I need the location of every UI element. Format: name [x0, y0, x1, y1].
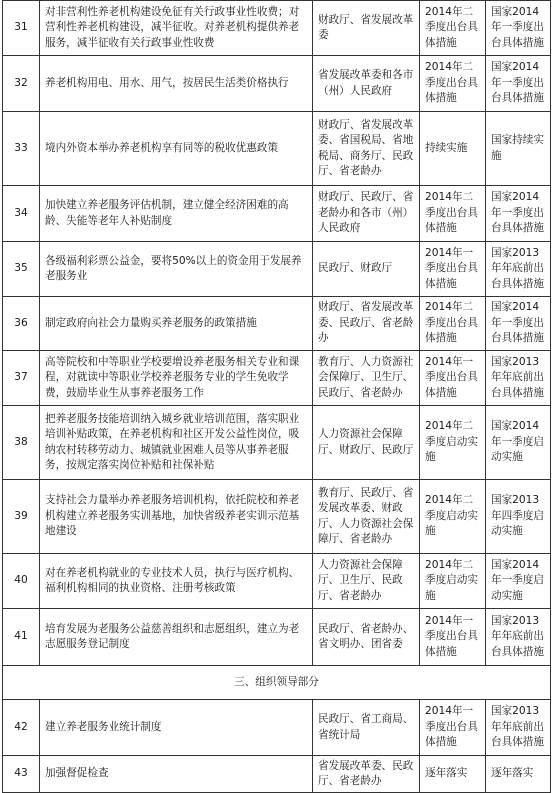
table-row — [3, 609, 551, 666]
national-timing: 国家2014年一季度出台具体措施 — [486, 186, 551, 242]
provincial-timing: 2014年二季度出台具体措施 — [420, 56, 486, 112]
row-number: 34 — [3, 186, 40, 242]
responsible-dept: 民政厅、省工商局、省统计局 — [313, 700, 420, 756]
row-number: 35 — [3, 242, 40, 297]
table-row — [3, 112, 551, 186]
table-row — [3, 406, 551, 480]
policy-table — [2, 0, 551, 793]
row-number: 32 — [3, 56, 40, 112]
national-timing: 国家2013年年底前出台具体措施 — [486, 609, 551, 666]
row-number: 36 — [3, 297, 40, 351]
provincial-timing: 逐年落实 — [420, 756, 486, 793]
national-timing: 国家2014年一季度出台具体措施 — [486, 56, 551, 112]
table-row — [3, 297, 551, 351]
task-text: 制定政府向社会力量购买养老服务的政策措施 — [40, 297, 313, 351]
provincial-timing: 2014年一季度出台具体措施 — [420, 351, 486, 406]
table-row — [3, 56, 551, 112]
table-row — [3, 351, 551, 406]
task-text: 各级福利彩票公益金，要将50%以上的资金用于发展养老服务业 — [40, 242, 313, 297]
responsible-dept: 民政厅、省老龄办、省文明办、团省委 — [313, 609, 420, 666]
task-text: 加快建立养老服务评估机制，建立健全经济困难的高龄、失能等老年人补贴制度 — [40, 186, 313, 242]
table-row — [3, 1, 551, 56]
table-row — [3, 480, 551, 554]
provincial-timing: 2014年二季度出台具体措施 — [420, 186, 486, 242]
table-row — [3, 700, 551, 756]
row-number: 40 — [3, 554, 40, 609]
task-text: 建立养老服务业统计制度 — [40, 700, 313, 756]
national-timing: 逐年落实 — [486, 756, 551, 793]
section-row — [3, 666, 551, 700]
provincial-timing: 2014年二季度启动实施 — [420, 554, 486, 609]
provincial-timing: 持续实施 — [420, 112, 486, 186]
responsible-dept: 人力资源社会保障厅、卫生厅、民政厅、省老龄办 — [313, 554, 420, 609]
provincial-timing: 2014年一季度出台具体措施 — [420, 242, 486, 297]
provincial-timing: 2014年一季度出台具体措施 — [420, 609, 486, 666]
task-text: 境内外资本举办养老机构享有同等的税收优惠政策 — [40, 112, 313, 186]
task-text: 培育发展为老服务公益慈善组织和志愿组织，建立为老志愿服务登记制度 — [40, 609, 313, 666]
policy-table-body — [3, 1, 551, 793]
responsible-dept: 省发展改革委、民政厅、省老龄办 — [313, 756, 420, 793]
task-text: 对在养老机构就业的专业技术人员，执行与医疗机构、福利机构相同的执业资格、注册考核政策 — [40, 554, 313, 609]
row-number: 41 — [3, 609, 40, 666]
responsible-dept: 民政厅、财政厅 — [313, 242, 420, 297]
national-timing: 国家2013年年底前出台具体措施 — [486, 700, 551, 756]
responsible-dept: 教育厅、人力资源社会保障厅、卫生厅、民政厅、省老龄办 — [313, 351, 420, 406]
provincial-timing: 2014年二季度出台具体措施 — [420, 1, 486, 56]
responsible-dept: 财政厅、民政厅、省老龄办和各市（州）人民政府 — [313, 186, 420, 242]
row-number: 33 — [3, 112, 40, 186]
task-text: 支持社会力量举办养老服务培训机构，依托院校和养老机构建立养老服务实训基地，加快省级养老实训示范基地建设 — [40, 480, 313, 554]
task-text: 加强督促检查 — [40, 756, 313, 793]
responsible-dept: 教育厅、民政厅、省发展改革委、财政厅、人力资源社会保障厅、省老龄办 — [313, 480, 420, 554]
row-number: 37 — [3, 351, 40, 406]
row-number: 39 — [3, 480, 40, 554]
national-timing: 国家2013年年底前出台具体措施 — [486, 242, 551, 297]
responsible-dept: 省发展改革委和各市（州）人民政府 — [313, 56, 420, 112]
responsible-dept: 财政厅、省发展改革委、民政厅、省老龄办 — [313, 297, 420, 351]
national-timing: 国家2013年四季度启动实施 — [486, 480, 551, 554]
responsible-dept: 人力资源社会保障厅、财政厅、民政厅 — [313, 406, 420, 480]
national-timing: 国家2014年一季度启动实施 — [486, 406, 551, 480]
table-row — [3, 554, 551, 609]
national-timing: 国家2013年年底前出台具体措施 — [486, 351, 551, 406]
table-row — [3, 242, 551, 297]
national-timing: 国家2014年一季度启动实施 — [486, 554, 551, 609]
section-heading: 三、组织领导部分 — [3, 666, 551, 700]
responsible-dept: 财政厅、省发展改革委 — [313, 1, 420, 56]
task-text: 养老机构用电、用水、用气，按居民生活类价格执行 — [40, 56, 313, 112]
row-number: 31 — [3, 1, 40, 56]
task-text: 高等院校和中等职业学校要增设养老服务相关专业和课程，对就读中等职业学校养老服务专业的学生免收学费，鼓励毕业生从事养老服务工作 — [40, 351, 313, 406]
table-row — [3, 756, 551, 793]
row-number: 42 — [3, 700, 40, 756]
national-timing: 国家持续实施 — [486, 112, 551, 186]
provincial-timing: 2014年一季度出台具体措施 — [420, 700, 486, 756]
provincial-timing: 2014年二季度启动实施 — [420, 480, 486, 554]
task-text: 对非营利性养老机构建设免征有关行政事业性收费；对营利性养老机构建设，减半征收。对养老机构提供养老服务，减半征收有关行政事业性收费 — [40, 1, 313, 56]
provincial-timing: 2014年二季度出台具体措施 — [420, 297, 486, 351]
provincial-timing: 2014年二季度启动实施 — [420, 406, 486, 480]
table-row — [3, 186, 551, 242]
national-timing: 国家2014年一季度出台具体措施 — [486, 297, 551, 351]
row-number: 38 — [3, 406, 40, 480]
national-timing: 国家2014年一季度出台具体措施 — [486, 1, 551, 56]
responsible-dept: 财政厅、省发展改革委、省国税局、省地税局、商务厅、民政厅、省老龄办 — [313, 112, 420, 186]
task-text: 把养老服务技能培训纳入城乡就业培训范围，落实职业培训补贴政策，在养老机构和社区开发公益性岗位，吸纳农村转移劳动力、城镇就业困难人员等从事养老服务，按规定落实岗位补贴和社保补贴 — [40, 406, 313, 480]
row-number: 43 — [3, 756, 40, 793]
